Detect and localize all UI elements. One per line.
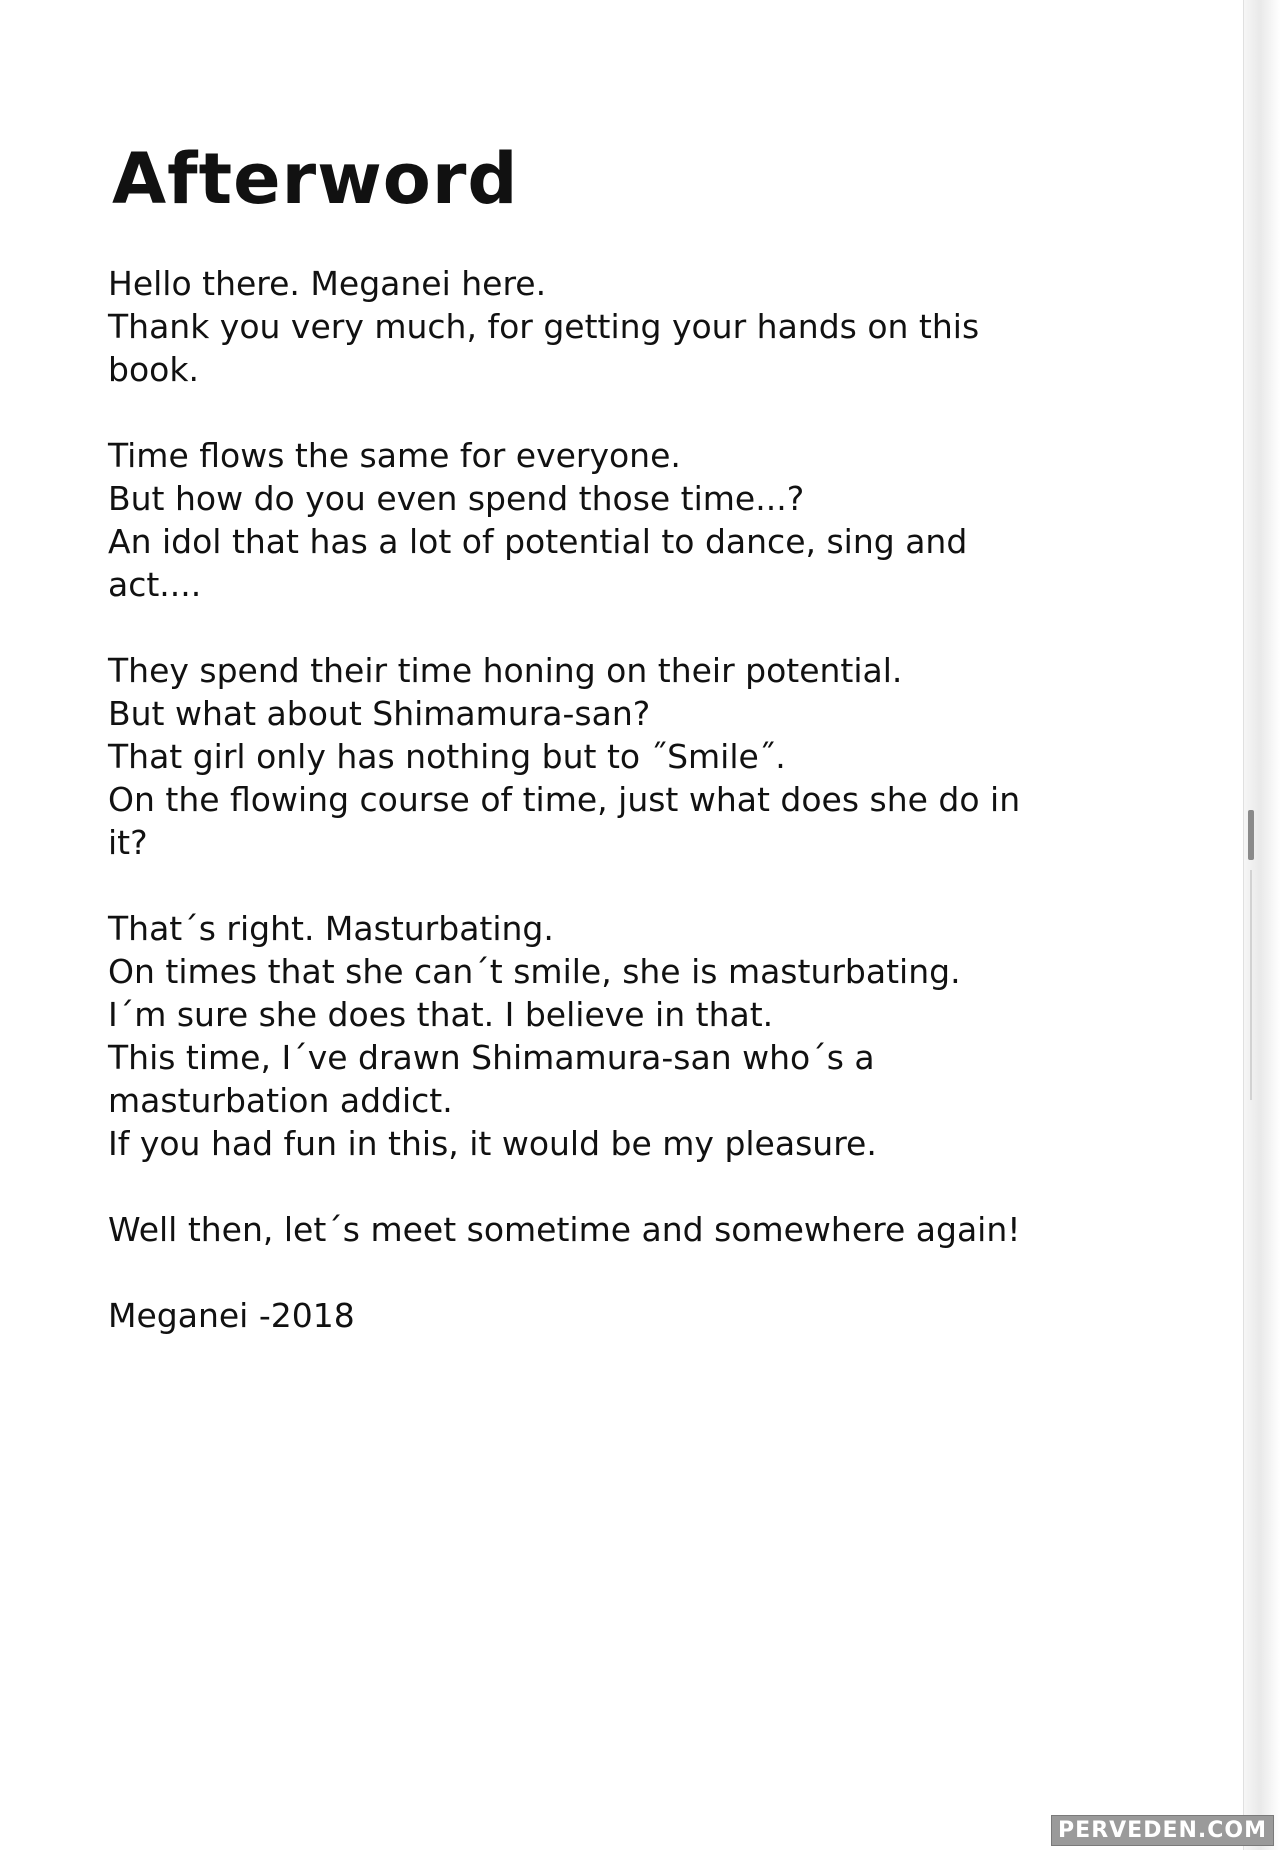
afterword-body <box>108 262 1118 1337</box>
page-title: Afterword <box>112 138 519 220</box>
paragraph-potential <box>108 649 1118 864</box>
text-line: An idol that has a lot of potential to dance, sing and <box>108 522 968 561</box>
text-line: I´m sure she does that. I believe in that. <box>108 995 774 1034</box>
text-line: But how do you even spend those time...? <box>108 479 805 518</box>
text-line: On times that she can´t smile, she is masturbating. <box>108 952 961 991</box>
binding-mark <box>1248 810 1254 860</box>
text-line: Time flows the same for everyone. <box>108 436 681 475</box>
watermark: PERVEDEN.COM <box>1051 1815 1274 1846</box>
scanned-page-edge <box>1243 0 1280 1850</box>
text-line: That´s right. Masturbating. <box>108 909 554 948</box>
text-line: masturbation addict. <box>108 1081 453 1120</box>
text-line: Hello there. Meganei here. <box>108 264 547 303</box>
text-line: On the flowing course of time, just what does she do in <box>108 780 1021 819</box>
text-line: If you had fun in this, it would be my pleasure. <box>108 1124 877 1163</box>
text-line: Thank you very much, for getting your hands on this <box>108 307 980 346</box>
binding-shadow <box>1250 870 1252 1100</box>
paragraph-farewell <box>108 1208 1118 1251</box>
text-line: Well then, let´s meet sometime and somewhere again! <box>108 1210 1021 1249</box>
text-line: act.... <box>108 565 202 604</box>
paragraph-time <box>108 434 1118 606</box>
paragraph-greeting <box>108 262 1118 391</box>
text-line: it? <box>108 823 148 862</box>
paragraph-answer <box>108 907 1118 1165</box>
signature: Meganei -2018 <box>108 1296 355 1335</box>
text-line: But what about Shimamura-san? <box>108 694 651 733</box>
text-line: This time, I´ve drawn Shimamura-san who´s a <box>108 1038 875 1077</box>
text-line: book. <box>108 350 199 389</box>
text-line: They spend their time honing on their potential. <box>108 651 903 690</box>
text-line: That girl only has nothing but to ˝Smile˝. <box>108 737 786 776</box>
